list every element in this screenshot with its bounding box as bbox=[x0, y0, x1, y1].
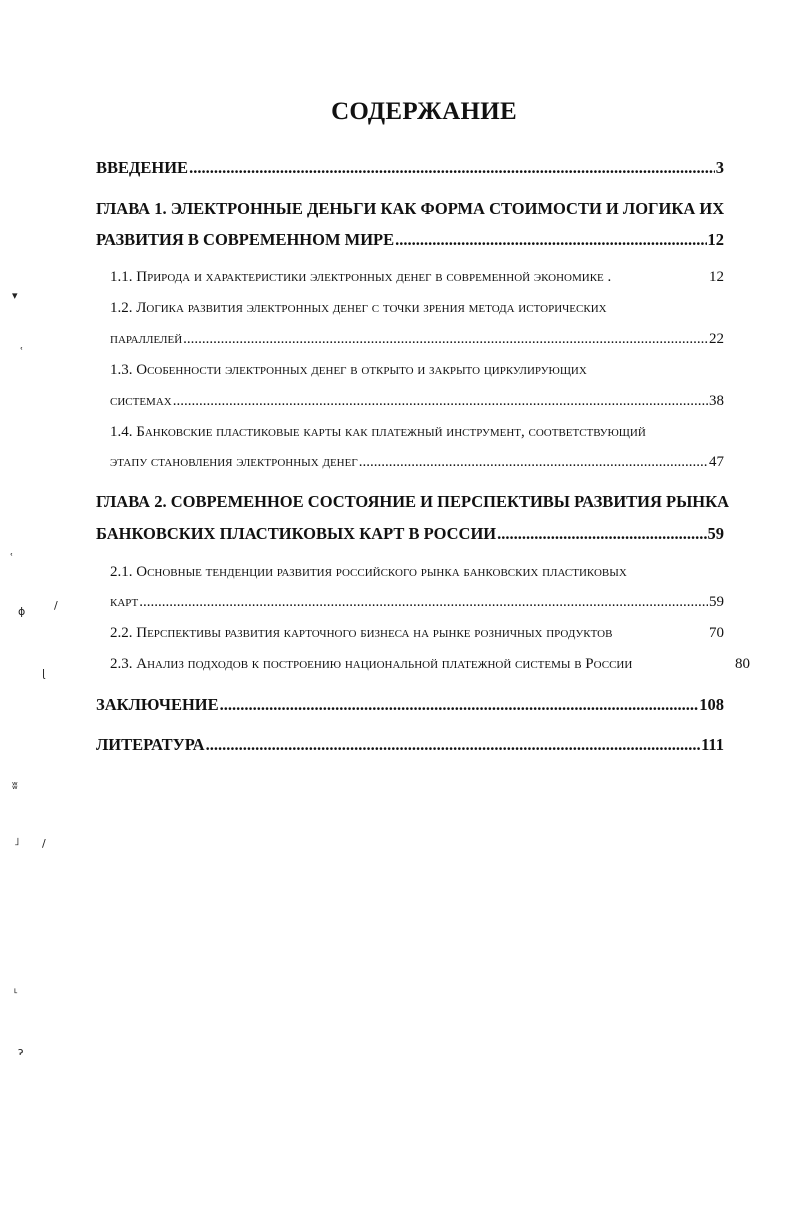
toc-section-1-1[interactable] bbox=[110, 269, 724, 286]
section-title: системах bbox=[110, 393, 172, 409]
toc-entry-literature[interactable] bbox=[96, 735, 724, 755]
dot-leader bbox=[359, 454, 708, 471]
toc-section-1-2[interactable] bbox=[110, 300, 607, 317]
toc-page-number: 59 bbox=[709, 594, 724, 610]
section-title: Основные тенденции развития российского рынка банковских пластиковых bbox=[136, 564, 627, 580]
toc-entry-label: БАНКОВСКИХ ПЛАСТИКОВЫХ КАРТ В РОССИИ bbox=[96, 524, 497, 543]
dot-leader bbox=[220, 695, 699, 715]
section-title: Особенности электронных денег в открыто и закрыто циркулирующих bbox=[136, 362, 587, 378]
section-number: 1.1. bbox=[110, 269, 133, 285]
section-title: Анализ подходов к построению национальной платежной системы в России bbox=[136, 656, 633, 672]
toc-entry-label: РАЗВИТИЯ В СОВРЕМЕННОМ МИРЕ bbox=[96, 230, 395, 249]
scan-speck: ɸ bbox=[18, 605, 26, 618]
toc-page-number: 3 bbox=[715, 158, 724, 177]
section-number: 2.3. bbox=[110, 656, 133, 672]
scan-speck: ˩ bbox=[14, 835, 20, 848]
toc-page-number: 59 bbox=[707, 524, 724, 543]
toc-section-1-3[interactable] bbox=[110, 362, 587, 379]
section-number: 1.4. bbox=[110, 424, 133, 440]
scan-speck: ʿ bbox=[10, 551, 14, 564]
dot-leader bbox=[189, 158, 715, 178]
toc-page-number: 12 bbox=[707, 230, 724, 249]
scan-speck: ɂ bbox=[18, 1045, 24, 1058]
toc-section-1-3-cont[interactable] bbox=[110, 393, 724, 410]
dot-leader bbox=[395, 230, 706, 250]
section-number: 1.2. bbox=[110, 300, 133, 316]
section-number: 2.2. bbox=[110, 625, 133, 641]
section-title: Банковские пластиковые карты как платежный инструмент, соответствующий bbox=[136, 424, 646, 440]
toc-section-1-4-cont[interactable] bbox=[110, 454, 724, 471]
page-title: СОДЕРЖАНИЕ bbox=[331, 98, 517, 125]
toc-entry-label: ВВЕДЕНИЕ bbox=[96, 158, 189, 177]
scan-speck: ʿ bbox=[20, 345, 24, 358]
dot-leader bbox=[206, 735, 700, 755]
section-title: Природа и характеристики электронных денег в современной экономике . bbox=[136, 269, 612, 285]
toc-section-1-2-cont[interactable] bbox=[110, 331, 724, 348]
toc-section-2-2[interactable] bbox=[110, 625, 724, 642]
toc-section-1-4[interactable] bbox=[110, 424, 646, 441]
toc-page-number: 111 bbox=[701, 735, 724, 754]
scan-speck: ˪ bbox=[14, 983, 18, 996]
section-title: Логика развития электронных денег с точки зрения метода исторических bbox=[136, 300, 607, 316]
section-number: 2.1. bbox=[110, 564, 133, 580]
section-number: 1.3. bbox=[110, 362, 133, 378]
toc-entry-label: ГЛАВА 1. ЭЛЕКТРОННЫЕ ДЕНЬГИ КАК ФОРМА СТОИМОСТИ И ЛОГИКА ИХ bbox=[96, 199, 725, 218]
scan-speck: / bbox=[54, 599, 58, 612]
toc-entry-label: ЗАКЛЮЧЕНИЕ bbox=[96, 695, 219, 714]
scan-speck: ▾ bbox=[12, 289, 18, 302]
toc-chapter-2-heading-cont[interactable] bbox=[96, 524, 724, 544]
toc-page-number: 70 bbox=[709, 625, 724, 641]
section-title: Перспективы развития карточного бизнеса на рынке розничных продуктов bbox=[136, 625, 613, 641]
toc-section-2-3[interactable] bbox=[110, 656, 750, 673]
dot-leader bbox=[139, 594, 708, 611]
toc-page-number: 80 bbox=[735, 656, 750, 672]
toc-entry-conclusion[interactable] bbox=[96, 695, 724, 715]
scan-speck: ɭ bbox=[42, 667, 46, 680]
section-title: карт bbox=[110, 594, 139, 610]
toc-section-2-1[interactable] bbox=[110, 564, 627, 581]
toc-chapter-1-heading[interactable] bbox=[96, 199, 724, 219]
toc-section-2-1-cont[interactable] bbox=[110, 594, 724, 611]
section-title: этапу становления электронных денег bbox=[110, 454, 358, 470]
dot-leader bbox=[497, 524, 706, 544]
toc-entry-label: ЛИТЕРАТУРА bbox=[96, 735, 205, 754]
toc-page-number: 47 bbox=[709, 454, 724, 470]
toc-page-number: 12 bbox=[709, 269, 724, 285]
toc-entry-intro[interactable] bbox=[96, 158, 724, 178]
toc-entry-label: ГЛАВА 2. СОВРЕМЕННОЕ СОСТОЯНИЕ И ПЕРСПЕКТИВЫ РАЗВИТИЯ РЫНКА bbox=[96, 492, 730, 511]
toc-page-number: 38 bbox=[709, 393, 724, 409]
scan-speck: ʬ bbox=[12, 779, 18, 792]
toc-chapter-2-heading[interactable] bbox=[96, 492, 729, 512]
dot-leader bbox=[183, 331, 708, 348]
toc-page-number: 108 bbox=[699, 695, 724, 714]
scan-speck: / bbox=[42, 837, 46, 850]
dot-leader bbox=[173, 393, 708, 410]
toc-chapter-1-heading-cont[interactable] bbox=[96, 230, 724, 250]
toc-page-number: 22 bbox=[709, 331, 724, 347]
section-title: параллелей bbox=[110, 331, 183, 347]
